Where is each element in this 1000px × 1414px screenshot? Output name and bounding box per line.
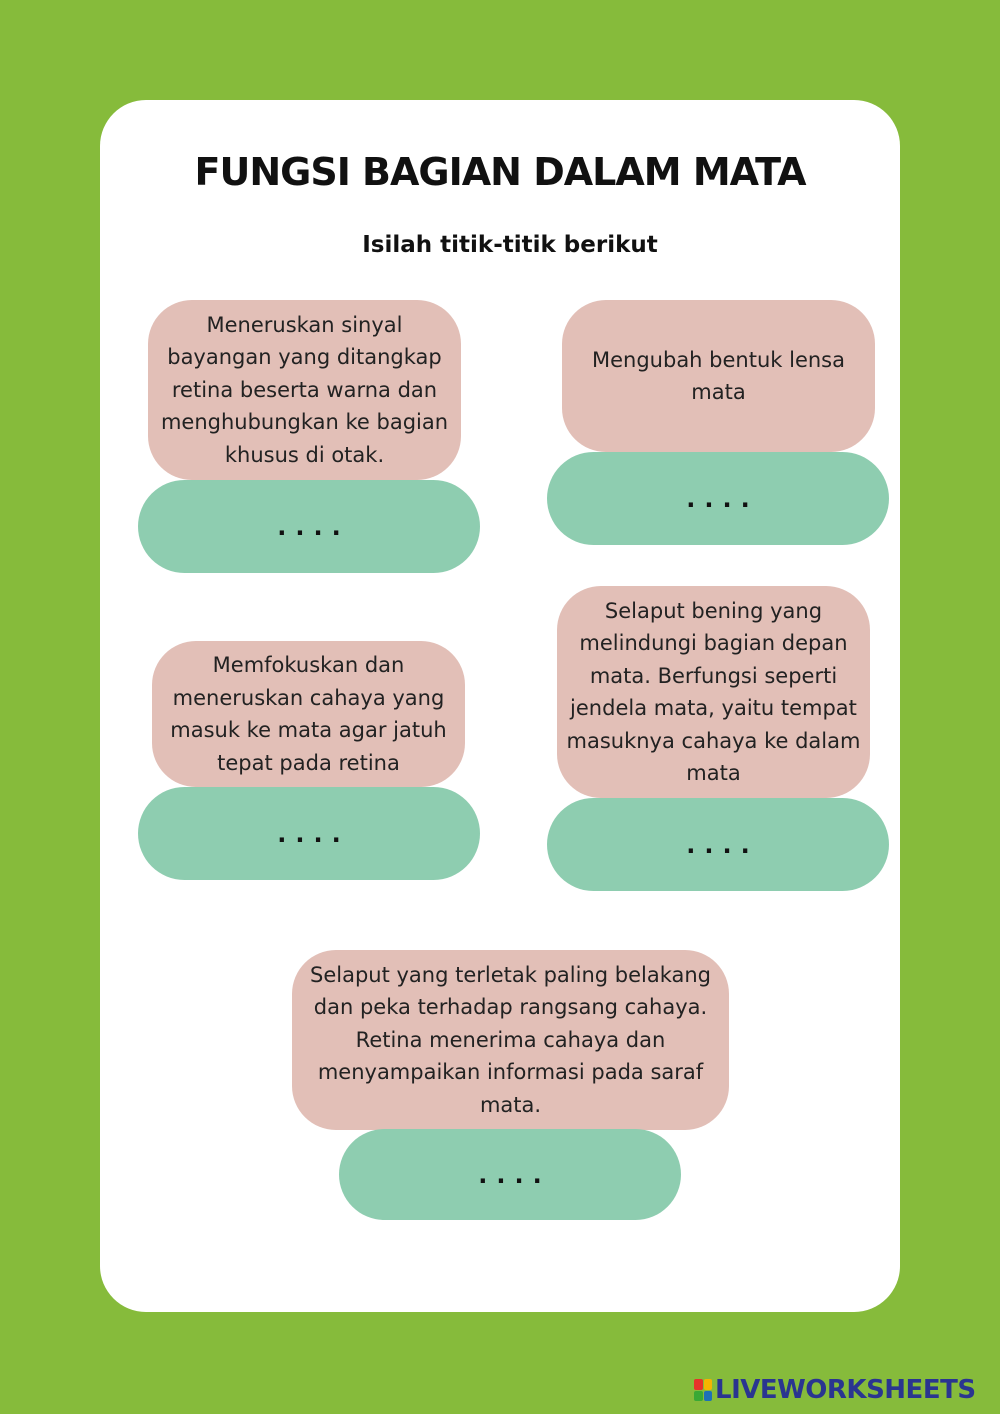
answer-placeholder-1: .... <box>277 512 350 541</box>
worksheet-title: FUNGSI BAGIAN DALAM MATA <box>194 150 806 194</box>
answer-field-1[interactable] <box>138 480 480 573</box>
clue-box-3 <box>152 641 465 787</box>
clue-box-2 <box>562 300 875 452</box>
answer-placeholder-4: .... <box>686 830 759 859</box>
clue-text-3: Memfokuskan dan meneruskan cahaya yang masuk ke mata agar jatuh tepat pada retina <box>170 653 447 775</box>
clue-text-2: Mengubah bentuk lensa mata <box>592 347 845 404</box>
liveworksheets-logo-icon <box>694 1379 712 1401</box>
answer-field-5[interactable] <box>339 1129 681 1220</box>
worksheet-instruction: Isilah titik-titik berikut <box>362 232 658 258</box>
answer-placeholder-2: .... <box>686 484 759 513</box>
clue-text-4: Selaput bening yang melindungi bagian depan mata. Berfungsi seperti jendela mata, yaitu tempat masuknya cahaya ke dalam mata <box>566 598 861 785</box>
clue-box-5 <box>292 950 729 1130</box>
clue-box-1 <box>148 300 461 480</box>
clue-text-1: Meneruskan sinyal bayangan yang ditangkap retina beserta warna dan menghubungkan ke bagian khusus di otak. <box>160 312 449 467</box>
answer-field-3[interactable] <box>138 787 480 880</box>
liveworksheets-brand-text: LIVEWORKSHEETS <box>715 1375 976 1405</box>
answer-placeholder-3: .... <box>277 819 350 848</box>
clue-text-5: Selaput yang terletak paling belakang dan peka terhadap rangsang cahaya. Retina menerima cahaya dan menyampaikan informasi pada saraf mata. <box>309 962 712 1117</box>
liveworksheets-logo <box>694 1375 976 1405</box>
answer-placeholder-5: .... <box>478 1160 551 1189</box>
answer-field-4[interactable] <box>547 798 889 891</box>
clue-box-4 <box>557 586 870 798</box>
answer-field-2[interactable] <box>547 452 889 545</box>
